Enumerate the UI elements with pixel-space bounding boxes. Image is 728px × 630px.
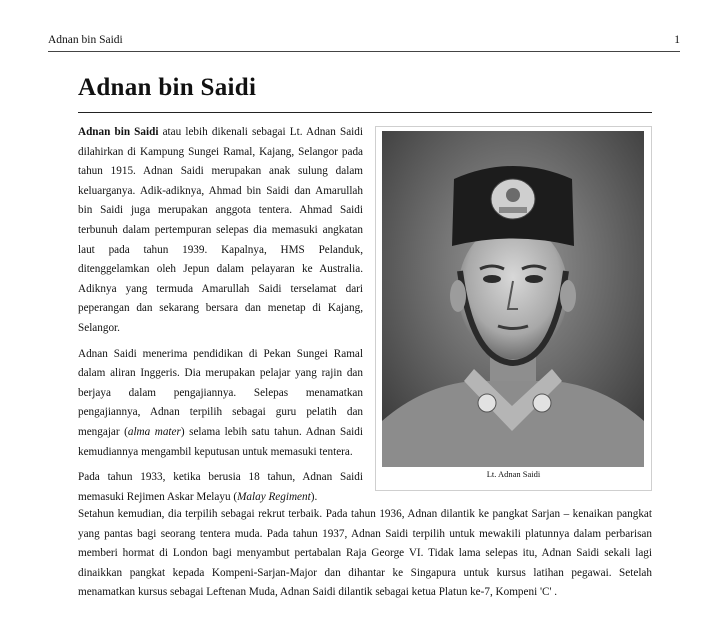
paragraph-1: Adnan bin Saidi atau lebih dikenali sebagai Lt. Adnan Saidi dilahirkan di Kampung Sungei Ramal, Kajang, Selangor pada tahun 1915. Adnan Saidi merupakan anak sulung dalam keluarganya. Adik-adiknya, Ahmad bin Saidi dan Amarullah bin Saidi juga merupakan anggota tentera. Ahmad Saidi terbunuh dalam pertempuran selepas dia memasuki angkatan laut pada tahun 1939. Kapalnya, HMS Pelanduk, ditenggelamkan oleh Jepun dalam pelayaran ke Australia. Adiknya yang termuda Amarullah Saidi terselamat dari peperangan dan sekarang bersara dan menetap di Kajang, Selangor. — [78, 126, 363, 334]
portrait-photo — [382, 131, 644, 467]
title-rule — [78, 112, 652, 113]
header-rule — [48, 51, 680, 52]
article-title: Adnan bin Saidi — [78, 74, 257, 101]
paragraph-2: Adnan Saidi menerima pendidikan di Pekan Sungei Ramal dalam aliran Inggeris. Dia merupakan pelajar yang rajin dan berjaya dalam pengajiannya. Selepas menamatkan pengajiannya, Adnan terpilih sebagai guru pelatih dan mengajar (alma mater) selama lebih satu tahun. Adnan Saidi kemudiannya mengambil keputusan untuk memasuki tentera. — [78, 347, 363, 458]
article-full-width — [78, 505, 652, 603]
subject-name: Adnan bin Saidi — [78, 126, 159, 138]
paragraph-3-start: Pada tahun 1933, ketika berusia 18 tahun, Adnan Saidi memasuki Rejimen Askar Melayu (Malay Regiment). — [78, 471, 363, 503]
running-title: Adnan bin Saidi — [48, 34, 123, 46]
paragraph-3-continued: Setahun kemudian, dia terpilih sebagai rekrut terbaik. Pada tahun 1936, Adnan dilantik ke pangkat Sarjan – kenaikan pangkat yang pantas bagi seorang tentera muda. Pada tahun 1937, Adnan Saidi terpilih untuk mewakili platunnya dalam perbarisan memberi hormat di London bagi menyambut pertabalan Raja George VI. Tidak lama selepas itu, Adnan Saidi sekali lagi dinaikkan pangkat kepada Kompeni-Sarjan-Major dan dihantar ke Singapura untuk kursus latihan pegawai. Setelah menamatkan kursus sebagai Leftenan Muda, Adnan Saidi dilantik sebagai ketua Platun ke-7, Kompeni 'C' . — [78, 508, 652, 599]
running-header — [48, 34, 680, 46]
portrait-figure — [375, 126, 652, 491]
article-column — [78, 123, 363, 513]
figure-caption: Lt. Adnan Saidi — [486, 469, 541, 479]
page-number: 1 — [674, 34, 680, 46]
